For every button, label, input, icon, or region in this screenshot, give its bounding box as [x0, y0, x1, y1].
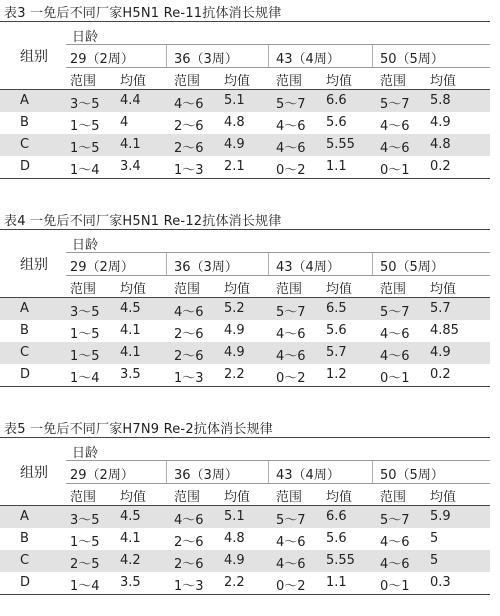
range-subheader: 范围 [174, 282, 201, 297]
group-cell: A [20, 509, 29, 524]
group-header: 组别 [20, 49, 48, 65]
week-header: 36（3周） [174, 260, 238, 275]
column-divider [372, 253, 373, 275]
mean-cell: 5.7 [326, 345, 347, 360]
mean-cell: 5 [430, 531, 439, 546]
mean-cell: 5.1 [224, 93, 245, 108]
range-cell: 1～4 [70, 579, 100, 594]
mean-cell: 5.7 [430, 301, 451, 316]
data-table [0, 0, 490, 200]
range-cell: 4～6 [276, 535, 306, 550]
range-cell: 0～1 [380, 371, 410, 386]
range-subheader: 范围 [174, 490, 201, 505]
range-subheader: 范围 [70, 282, 97, 297]
header-divider [66, 483, 490, 484]
mean-cell: 4.1 [120, 345, 141, 360]
mean-cell: 4.9 [224, 137, 245, 152]
range-cell: 0～2 [276, 163, 306, 178]
range-cell: 2～5 [70, 557, 100, 572]
range-cell: 2～6 [174, 349, 204, 364]
week-header: 36（3周） [174, 468, 238, 483]
group-cell: C [20, 553, 30, 568]
range-cell: 0～2 [276, 579, 306, 594]
range-cell: 4～6 [276, 119, 306, 134]
mean-cell: 1.1 [326, 575, 347, 590]
mean-cell: 5.9 [430, 509, 451, 524]
range-cell: 2～6 [174, 141, 204, 156]
mean-cell: 3.5 [120, 367, 141, 382]
column-divider [372, 45, 373, 67]
range-cell: 5～7 [380, 97, 410, 112]
mean-cell: 4.9 [224, 345, 245, 360]
group-cell: D [20, 367, 31, 382]
header-divider [66, 460, 490, 461]
mean-cell: 4.1 [120, 531, 141, 546]
range-cell: 5～7 [276, 513, 306, 528]
group-cell: B [20, 531, 29, 546]
column-divider [166, 253, 167, 275]
range-cell: 4～6 [380, 535, 410, 550]
range-cell: 0～2 [276, 371, 306, 386]
range-cell: 2～6 [174, 535, 204, 550]
mean-cell: 3.4 [120, 159, 141, 174]
group-cell: B [20, 323, 29, 338]
header-divider [66, 67, 490, 68]
week-header: 50（5周） [380, 260, 444, 275]
range-cell: 5～7 [276, 97, 306, 112]
range-cell: 1～4 [70, 371, 100, 386]
range-subheader: 范围 [70, 74, 97, 89]
column-divider [166, 461, 167, 483]
week-header: 50（5周） [380, 468, 444, 483]
mean-subheader: 均值 [120, 74, 147, 89]
mean-cell: 5.55 [326, 553, 355, 568]
range-cell: 1～5 [70, 349, 100, 364]
range-subheader: 范围 [380, 490, 407, 505]
mean-subheader: 均值 [120, 490, 147, 505]
mean-cell: 4.1 [120, 137, 141, 152]
mean-cell: 5.1 [224, 509, 245, 524]
range-cell: 4～6 [380, 141, 410, 156]
range-cell: 1～5 [70, 327, 100, 342]
range-subheader: 范围 [276, 282, 303, 297]
week-header: 43（4周） [276, 52, 340, 67]
range-cell: 1～4 [70, 163, 100, 178]
group-cell: B [20, 115, 29, 130]
range-cell: 2～6 [174, 119, 204, 134]
mean-subheader: 均值 [326, 74, 353, 89]
header-divider [66, 252, 490, 253]
range-cell: 5～7 [380, 513, 410, 528]
mean-cell: 3.5 [120, 575, 141, 590]
mean-subheader: 均值 [430, 74, 457, 89]
mean-subheader: 均值 [326, 490, 353, 505]
range-subheader: 范围 [380, 74, 407, 89]
week-header: 43（4周） [276, 468, 340, 483]
mean-cell: 4.9 [224, 323, 245, 338]
table-bottom-rule [0, 594, 490, 595]
mean-cell: 6.5 [326, 301, 347, 316]
range-cell: 4～6 [276, 557, 306, 572]
mean-cell: 4.8 [224, 115, 245, 130]
group-cell: A [20, 93, 29, 108]
range-cell: 1～3 [174, 579, 204, 594]
range-cell: 4～6 [380, 557, 410, 572]
table-top-rule [0, 229, 490, 230]
range-cell: 1～3 [174, 371, 204, 386]
mean-cell: 2.2 [224, 575, 245, 590]
mean-cell: 4.9 [430, 115, 451, 130]
range-cell: 3～5 [70, 97, 100, 112]
mean-cell: 4.9 [224, 553, 245, 568]
week-header: 43（4周） [276, 260, 340, 275]
range-cell: 4～6 [174, 513, 204, 528]
group-cell: D [20, 159, 31, 174]
range-cell: 4～6 [276, 349, 306, 364]
mean-cell: 1.2 [326, 367, 347, 382]
column-divider [166, 45, 167, 67]
range-cell: 1～5 [70, 141, 100, 156]
range-cell: 5～7 [380, 305, 410, 320]
mean-cell: 4.8 [224, 531, 245, 546]
data-table [0, 208, 490, 408]
column-divider [268, 461, 269, 483]
range-cell: 4～6 [276, 141, 306, 156]
mean-cell: 5 [430, 553, 439, 568]
column-divider [268, 253, 269, 275]
range-cell: 0～1 [380, 163, 410, 178]
mean-cell: 5.55 [326, 137, 355, 152]
mean-cell: 5.2 [224, 301, 245, 316]
mean-subheader: 均值 [224, 282, 251, 297]
range-cell: 4～6 [380, 119, 410, 134]
mean-cell: 4 [120, 115, 129, 130]
mean-cell: 0.3 [430, 575, 451, 590]
mean-cell: 4.1 [120, 323, 141, 338]
mean-cell: 4.4 [120, 93, 141, 108]
range-cell: 4～6 [380, 327, 410, 342]
table-top-rule [0, 21, 490, 22]
group-cell: C [20, 345, 30, 360]
range-subheader: 范围 [174, 74, 201, 89]
mean-subheader: 均值 [326, 282, 353, 297]
mean-cell: 0.2 [430, 159, 451, 174]
mean-cell: 4.85 [430, 323, 459, 338]
table-caption: 表3 一免后不同厂家H5N1 Re-11抗体消长规律 [4, 6, 282, 21]
range-subheader: 范围 [380, 282, 407, 297]
mean-cell: 2.1 [224, 159, 245, 174]
age-header: 日龄 [72, 446, 99, 461]
table-caption: 表5 一免后不同厂家H7N9 Re-2抗体消长规律 [4, 422, 273, 437]
range-cell: 2～6 [174, 327, 204, 342]
group-cell: C [20, 137, 30, 152]
mean-cell: 4.2 [120, 553, 141, 568]
mean-subheader: 均值 [430, 490, 457, 505]
mean-cell: 4.9 [430, 345, 451, 360]
column-divider [372, 461, 373, 483]
header-divider [66, 44, 490, 45]
week-header: 29（2周） [70, 260, 134, 275]
table-bottom-rule [0, 386, 490, 387]
table-caption: 表4 一免后不同厂家H5N1 Re-12抗体消长规律 [4, 214, 282, 229]
range-cell: 4～6 [174, 305, 204, 320]
mean-cell: 5.6 [326, 531, 347, 546]
mean-cell: 5.8 [430, 93, 451, 108]
week-header: 50（5周） [380, 52, 444, 67]
range-cell: 3～5 [70, 305, 100, 320]
range-cell: 2～6 [174, 557, 204, 572]
group-cell: D [20, 575, 31, 590]
week-header: 36（3周） [174, 52, 238, 67]
mean-cell: 5.6 [326, 115, 347, 130]
mean-cell: 4.8 [430, 137, 451, 152]
range-cell: 1～5 [70, 535, 100, 550]
column-divider [268, 45, 269, 67]
mean-subheader: 均值 [120, 282, 147, 297]
mean-cell: 4.5 [120, 509, 141, 524]
mean-cell: 4.5 [120, 301, 141, 316]
range-cell: 1～3 [174, 163, 204, 178]
mean-cell: 0.2 [430, 367, 451, 382]
age-header: 日龄 [72, 238, 99, 253]
mean-cell: 2.2 [224, 367, 245, 382]
age-header: 日龄 [72, 30, 99, 45]
group-header: 组别 [20, 257, 48, 273]
mean-subheader: 均值 [224, 490, 251, 505]
week-header: 29（2周） [70, 52, 134, 67]
week-header: 29（2周） [70, 468, 134, 483]
group-cell: A [20, 301, 29, 316]
range-cell: 4～6 [380, 349, 410, 364]
mean-cell: 5.6 [326, 323, 347, 338]
range-cell: 4～6 [174, 97, 204, 112]
range-subheader: 范围 [276, 74, 303, 89]
range-cell: 1～5 [70, 119, 100, 134]
table-top-rule [0, 437, 490, 438]
mean-cell: 1.1 [326, 159, 347, 174]
range-cell: 5～7 [276, 305, 306, 320]
table-bottom-rule [0, 178, 490, 179]
mean-cell: 6.6 [326, 509, 347, 524]
group-header: 组别 [20, 465, 48, 481]
range-subheader: 范围 [70, 490, 97, 505]
range-cell: 0～1 [380, 579, 410, 594]
range-cell: 3～5 [70, 513, 100, 528]
mean-subheader: 均值 [224, 74, 251, 89]
mean-subheader: 均值 [430, 282, 457, 297]
mean-cell: 6.6 [326, 93, 347, 108]
range-subheader: 范围 [276, 490, 303, 505]
data-table [0, 416, 490, 616]
header-divider [66, 275, 490, 276]
range-cell: 4～6 [276, 327, 306, 342]
